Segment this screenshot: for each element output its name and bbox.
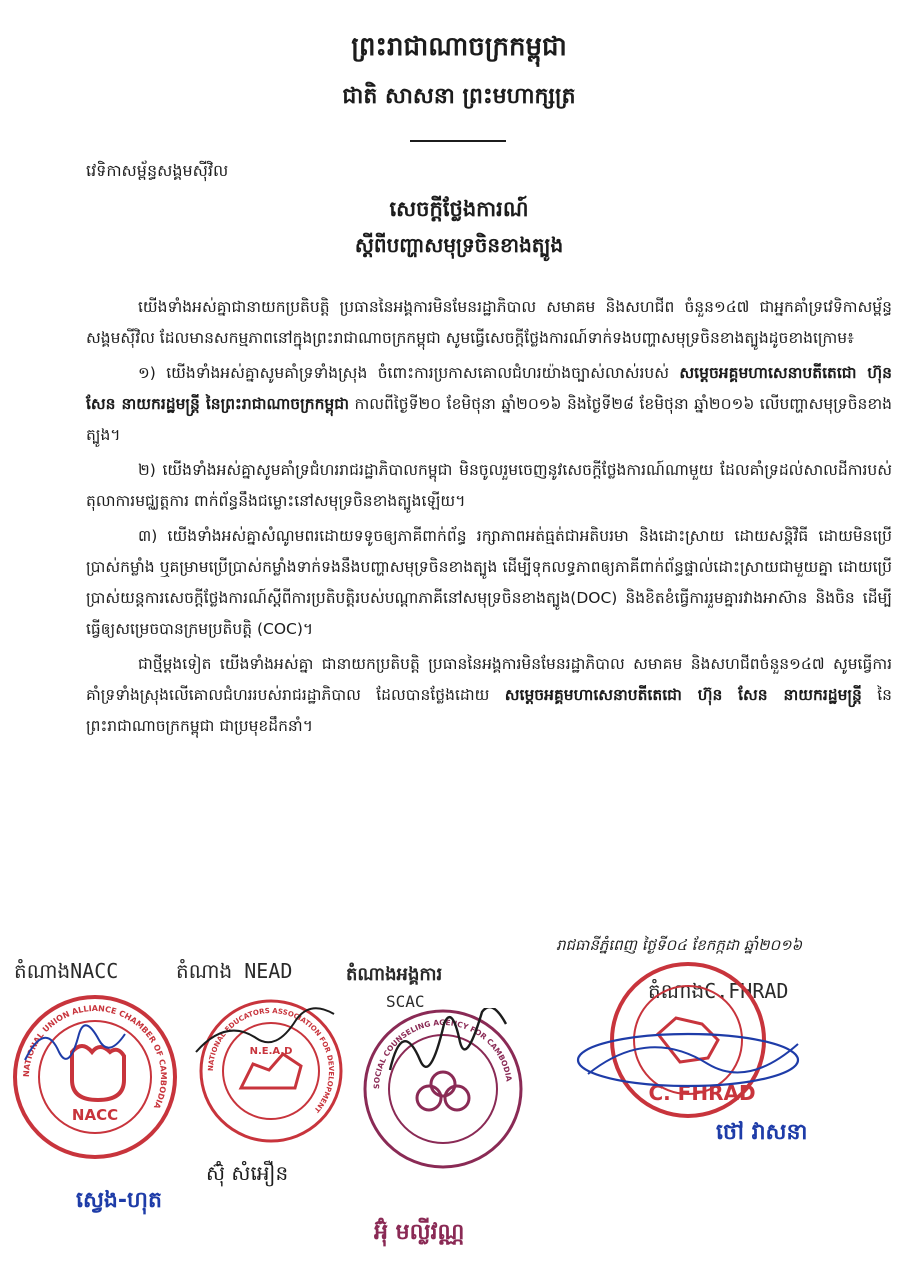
signature-scac [380,1008,530,1088]
scac-mark: SCAC [386,992,425,1011]
organization-name: វេទិកាសម្ព័ន្ធសង្គមស៊ីវិល [86,161,229,180]
closing-tail: នៃព្រះរាជាណាចក្រកម្ពុជា ជាប្រមុខដឹកនាំ។ [86,686,893,735]
document-subtitle: ស្តីពីបញ្ហាសមុទ្រចិនខាងត្បូង [354,233,564,257]
paragraph-closing [86,649,892,742]
point-1-bold: សម្តេចអគ្គមហាសេនាបតីតេជោ ហ៊ុន សែន នាយករដ្ឋមន្ត្រី នៃព្រះរាជាណាចក្រកម្ពុជា [86,364,892,413]
nead-seal-text: N.E.A.D [249,1046,293,1057]
signature-nead [190,1000,340,1070]
closing-text: ជាថ្មីម្តងទៀត យើងទាំងអស់គ្នា ជានាយកប្រតិបត្តិ ប្រធាននៃអង្គការមិនមែនរដ្ឋាភិបាល សមាគម និងសហជីពចំនួន១៤៧ សូមធ្វើការគាំទ្រទាំងស្រុងលើគោលជំហររបស់រាជរដ្ឋាភិបាល ដែលបានថ្លែងដោយ [86,655,892,704]
document-title: សេចក្តីថ្លែងការណ៍ [389,197,529,221]
national-motto: ជាតិ សាសនា ព្រះមហាក្សត្រ [342,84,576,109]
signatory-name-2: ស៊ុំ សំអឿន [206,1161,289,1185]
chfrad-representative-label: តំណាងC.FHRAD [648,979,789,1003]
statement-body [86,292,892,746]
signature-nacc [20,1010,130,1080]
scac-representative-label: តំណាងអង្គការ [346,964,443,985]
nead-representative-label: តំណាង NEAD [176,959,293,983]
signatory-name-1: ស្វេង-ហុត [76,1188,162,1213]
paragraph-point-1 [86,358,892,451]
paragraph-intro: យើងទាំងអស់គ្នាជានាយកប្រតិបត្តិ ប្រធាននៃអង្គការមិនមែនរដ្ឋាភិបាល សមាគម និងសហជីព ចំនួន១៤៧ ជាអ្នកគាំទ្រវេទិកាសម្ព័ន្ធសង្គមស៊ីវិល ដែលមានសកម្មភាពនៅក្នុងព្រះរាជាណាចក្រកម្ពុជា សូមធ្វើសេចក្តីថ្លែងការណ៍ទាក់ទងបញ្ហាសមុទ្រចិនខាងត្បូងដូចខាងក្រោម៖ [86,298,892,347]
header-divider [410,140,506,142]
signatory-name-4: ថៅ វាសនា [716,1120,808,1145]
signature-chfrad [568,1018,808,1098]
signatory-name-3: អ៊ុំ មល្លីវណ្ណ [374,1220,465,1245]
nacc-seal-ring-text: NATIONAL UNION ALLIANCE CHAMBER OF CAMBODIA [21,1003,169,1111]
paragraph-point-2: ២) យើងទាំងអស់គ្នាសូមគាំទ្រជំហររាជរដ្ឋាភិបាលកម្ពុជា មិនចូលរួមចេញនូវសេចក្តីថ្លែងការណ៍ណាមួយ ដែលគាំទ្រដល់សាលដីការបស់តុលាការមជ្ឈត្តការ ពាក់ព័ន្ធនឹងជម្លោះនៅសមុទ្រចិនខាងត្បូងឡើយ។ [86,461,892,510]
place-date-line: រាជធានីភ្នំពេញ ថ្ងៃទី០៤ ខែកក្កដា ឆ្នាំ២០១៦ [556,936,803,954]
chfrad-seal-text: C. FHRAD [648,1081,756,1105]
kingdom-header: ព្រះរាជាណាចក្រកម្ពុជា [351,32,567,62]
scac-seal-ring-text: SOCIAL COUNSELING AGENCY FOR CAMBODIA [371,1017,514,1090]
closing-bold: សម្តេចអគ្គមហាសេនាបតីតេជោ ហ៊ុន សែន នាយករដ្ឋមន្ត្រី [504,686,862,704]
point-1-text: ១) យើងទាំងអស់គ្នាសូមគាំទ្រទាំងស្រុង ចំពោះការប្រកាសគោលជំហរយ៉ាងច្បាស់លាស់របស់ [138,364,680,382]
nead-seal-ring-text: NATIONAL EDUCATORS ASSOCIATION FOR DEVELOPMENT [206,1006,336,1114]
nacc-representative-label: តំណាងNACC [14,959,119,983]
nacc-seal-text: NACC [71,1106,119,1124]
point-1-tail: កាលពីថ្ងៃទី២០ ខែមិថុនា ឆ្នាំ២០១៦ និងថ្ងៃទី២៨ ខែមិថុនា ឆ្នាំ២០១៦ លើបញ្ហាសមុទ្រចិនខាងត្បូង។ [86,395,892,444]
paragraph-point-3: ៣) យើងទាំងអស់គ្នាសំណូមពរដោយទទូចឲ្យភាគីពាក់ព័ន្ធ រក្សាភាពអត់ធ្មត់ជាអតិបរមា និងដោះស្រាយ ដោយសន្តិវិធី ដោយមិនប្រើប្រាស់កម្លាំង ឬគម្រាមប្រើប្រាស់កម្លាំងទាក់ទងនឹងបញ្ហាសមុទ្រចិនខាងត្បូង ដើម្បីទុកលទ្ធភាពឲ្យភាគីពាក់ព័ន្ធផ្ទាល់ដោះស្រាយជាមួយគ្នា ដោយប្រើប្រាស់យន្តការសេចក្តីថ្លែងការណ៍ស្តីពីការប្រតិបត្តិរបស់បណ្តាភាគីនៅសមុទ្រចិនខាងត្បូង(DOC) និងខិតខំធ្វើការរួមគ្នារវាងអាស៊ាន និងចិន ដើម្បីធ្វើឲ្យសម្រេចបានក្រមប្រតិបត្តិ (COC)។ [86,527,892,638]
